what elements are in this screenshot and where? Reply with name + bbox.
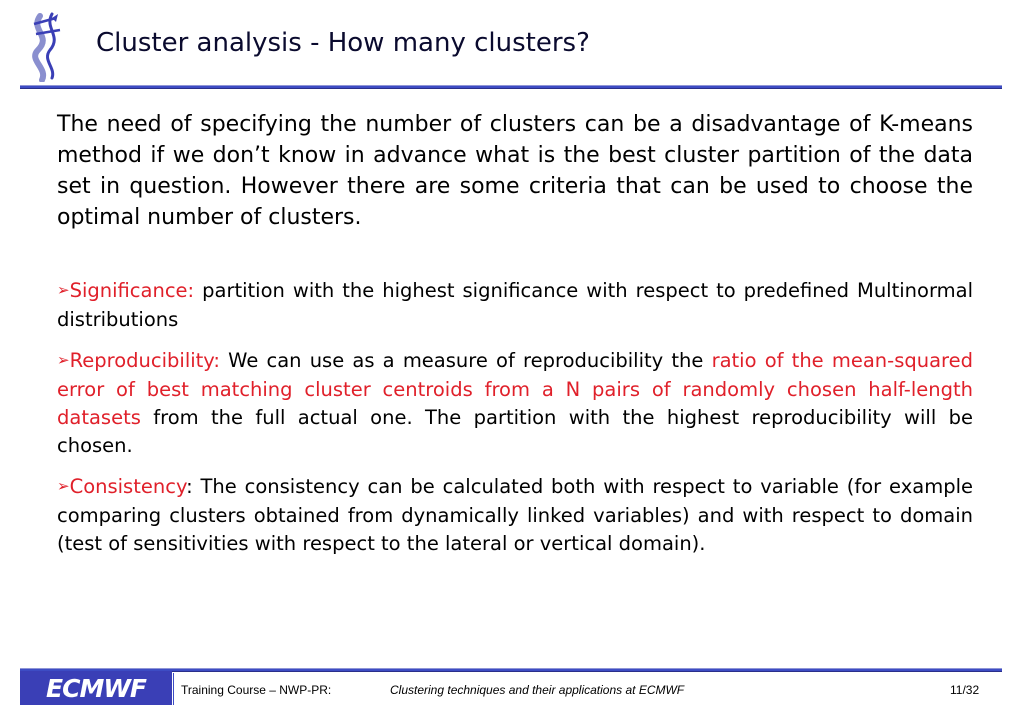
footer-separator bbox=[173, 673, 174, 705]
bullet-arrow-icon: ➢ bbox=[57, 281, 70, 299]
bullet-text: We can use as a measure of reproducibility the bbox=[220, 349, 712, 372]
ecmwf-logo bbox=[20, 671, 172, 705]
intro-paragraph: The need of specifying the number of clusters can be a disadvantage of K-means method if we don’t know in advance what is the best cluster partition of the data set in question. However there are some criteria that can be used to choose the optimal number of clusters. bbox=[57, 112, 973, 230]
bullet-consistency bbox=[57, 473, 973, 558]
bullet-significance bbox=[57, 277, 973, 334]
page-title: Cluster analysis - How many clusters? bbox=[96, 28, 590, 58]
title-divider bbox=[20, 85, 1002, 89]
bullet-arrow-icon: ➢ bbox=[57, 351, 70, 369]
logo-text: ECMWF bbox=[46, 673, 146, 703]
bullet-label: Consistency bbox=[69, 475, 187, 498]
footer-subtitle: Clustering techniques and their applications at ECMWF bbox=[390, 683, 685, 697]
footer-course: Training Course – NWP-PR: bbox=[181, 683, 332, 697]
bullet-reproducibility bbox=[57, 347, 973, 460]
criteria-list bbox=[57, 277, 973, 571]
page-number: 11/32 bbox=[950, 683, 980, 697]
bullet-text: partition with the highest significance with respect to predefined Multinormal distributions bbox=[57, 279, 973, 331]
bullet-label: Reproducibility: bbox=[69, 349, 220, 372]
bullet-highlight: ratio of the mean-squared error of best matching cluster centroids from a N pairs of randomly chosen half-length datasets bbox=[57, 349, 974, 429]
bullet-arrow-icon: ➢ bbox=[57, 477, 70, 495]
bullet-text: from the full actual one. The partition with the highest reproducibility will be chosen. bbox=[57, 406, 973, 457]
bullet-text: : The consistency can be calculated both with respect to variable (for example comparing clusters obtained from dynamically linked variables) and with respect to domain (test of sensitivities with respect to the lateral or vertical domain). bbox=[57, 475, 973, 555]
ecmwf-emblem-icon bbox=[22, 10, 70, 82]
bullet-label: Significance: bbox=[69, 279, 195, 302]
